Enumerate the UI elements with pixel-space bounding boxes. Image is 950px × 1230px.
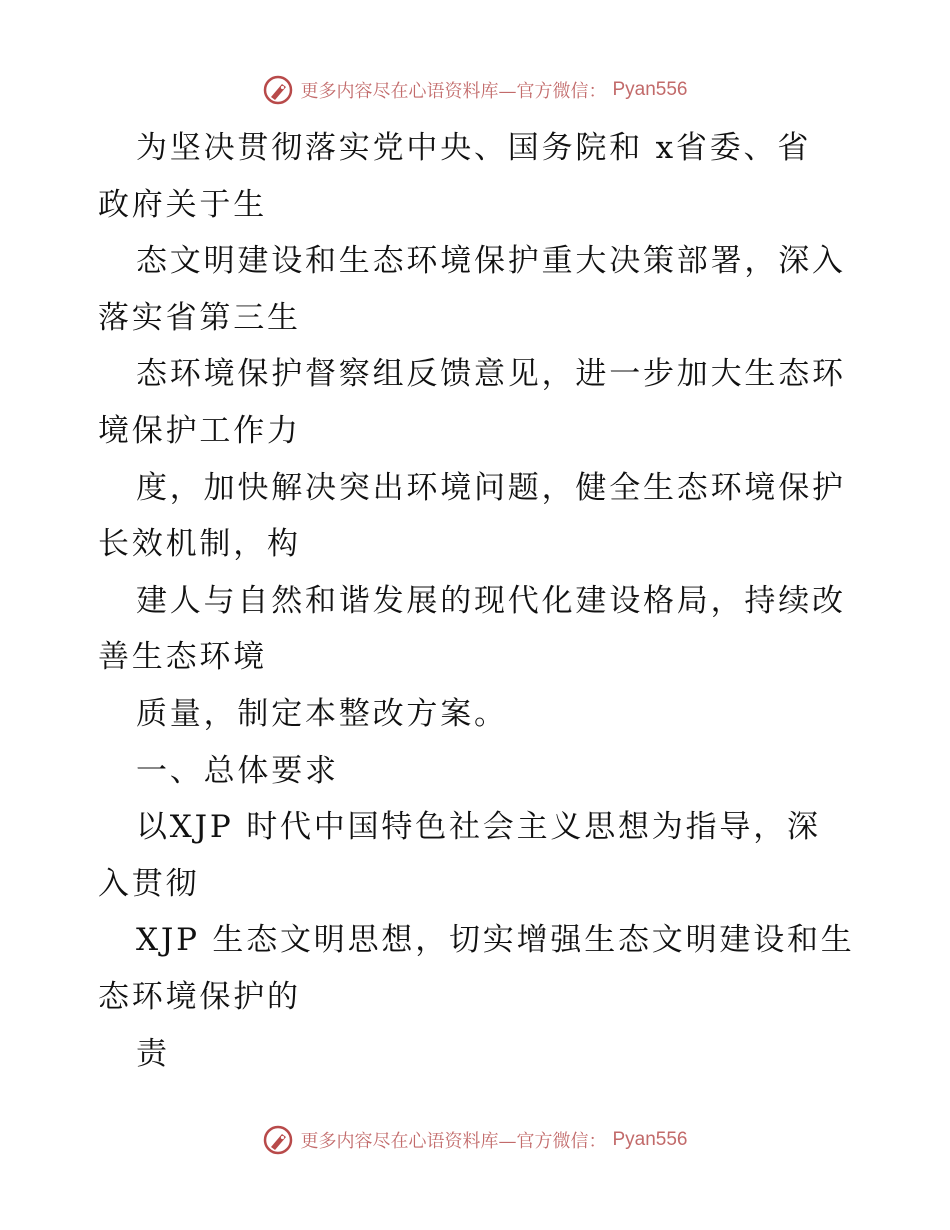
text-line: 落实省第三生 [98,299,301,336]
text-line: 为坚决贯彻落实党中央、国务院和 x省委、省 [136,130,812,166]
text-line: 入贯彻 [98,865,200,902]
document-body [98,120,858,1082]
text-line: 政府关于生 [98,186,267,223]
header-watermark [0,70,950,110]
text-line: 一、总体要求 [136,752,339,789]
text-line: 境保护工作力 [98,412,301,449]
watermark-account: Pyan556 [612,1129,688,1150]
text-line: 以XJP 时代中国特色社会主义思想为指导，深 [136,809,821,846]
pen-nib-logo-icon [262,74,294,106]
text-line: 建人与自然和谐发展的现代化建设格局，持续改 [136,582,846,619]
text-line: 态环境保护督察组反馈意见，进一步加大生态环 [136,356,846,393]
text-line: 质量，制定本整改方案。 [136,695,508,732]
text-line: 态文明建设和生态环境保护重大决策部署，深入 [136,243,846,280]
text-line: 长效机制，构 [98,526,301,563]
pen-nib-logo-icon [262,1124,294,1156]
text-line: 态环境保护的 [98,978,301,1015]
footer-watermark [0,1120,950,1160]
watermark-text: 更多内容尽在心语资料库—官方微信： [300,81,607,102]
text-line: 责 [136,1035,170,1072]
watermark-text: 更多内容尽在心语资料库—官方微信： [300,1131,607,1152]
text-line: 度，加快解决突出环境问题，健全生态环境保护 [136,469,846,506]
watermark-account: Pyan556 [612,79,688,100]
text-line: XJP 生态文明思想，切实增强生态文明建设和生 [136,922,855,959]
text-line: 善生态环境 [98,639,267,676]
